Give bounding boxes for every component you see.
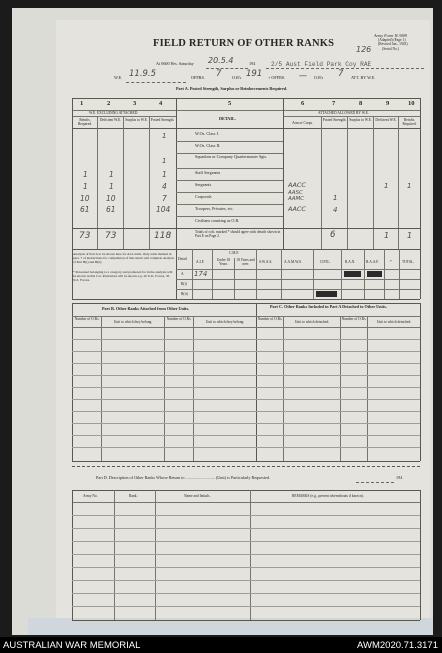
hand-entry: AACC — [288, 205, 306, 213]
rule — [72, 528, 420, 529]
rule — [283, 98, 284, 249]
row-sergeants: Sergeants — [195, 182, 212, 187]
hand-entry: 10 — [106, 194, 116, 203]
we-hand: 11.9.5 — [129, 69, 157, 79]
row-cqms: Squadron or Company Quartermaster Sgts. — [195, 154, 268, 159]
rule — [72, 363, 420, 364]
hand-entry: 10 — [80, 194, 90, 203]
part-d-col-name: Name and Initials. — [184, 494, 211, 498]
part-d-col-remarks: REMARKS (e.g., present whereabouts if known). — [292, 494, 364, 498]
att-label: ATT. BY W.E. — [351, 75, 376, 80]
part-d-title: Part D. Description of Other Ranks Whose Return to ............................ (Unit) is Particularly Requested. — [96, 475, 271, 480]
rule — [72, 399, 420, 400]
hdr-surplus: Surplus to W.E. — [125, 118, 148, 122]
col-number: 2 — [107, 100, 111, 107]
analysis-hdr-under18: Under 18 Years. — [216, 258, 231, 266]
rule — [72, 228, 420, 229]
analysis-hdr-aamws: A.A.M.W.S. — [284, 260, 302, 264]
rule — [72, 249, 73, 299]
hand-entry: AAMC — [288, 196, 305, 202]
rule — [101, 316, 102, 461]
hdr-reinfts: Reinfts. Required. — [77, 118, 93, 126]
hand-entry: 1 — [407, 182, 412, 190]
rule — [72, 593, 420, 594]
part-d-year: 194 — [396, 475, 403, 480]
rule — [313, 249, 314, 299]
row-corporals: Corporals — [195, 194, 212, 199]
part-b-col-num1: Number of O.Rs. — [74, 317, 100, 321]
analysis-hdr-cmf: C.M.F. — [229, 251, 239, 255]
rule — [176, 289, 420, 290]
part-d-date-line — [356, 482, 394, 483]
hand-entry: 1 — [83, 182, 88, 191]
archive-footer — [0, 637, 442, 653]
rule — [176, 216, 283, 217]
part-d-col-rank: Rank. — [129, 494, 138, 498]
rule — [321, 116, 322, 249]
rule — [72, 541, 420, 542]
hand-entry: 4 — [333, 206, 338, 214]
hand-entry: 1 — [83, 170, 88, 179]
hand-entry: 1 — [162, 170, 167, 179]
rule — [340, 316, 341, 461]
rule — [176, 204, 283, 205]
rule — [164, 316, 165, 461]
rule — [72, 411, 420, 412]
hand-entry: 73 — [105, 231, 117, 241]
year-suffix: 194 — [249, 61, 256, 66]
col-number: 10 — [408, 100, 415, 107]
col-number: 3 — [133, 100, 137, 107]
hdr-deficient: Deficient W.E. — [99, 118, 122, 122]
rule — [155, 490, 156, 620]
hdr-posted: Posted Strength. — [150, 118, 175, 122]
hand-entry: 1 — [109, 182, 114, 191]
rule — [72, 554, 420, 555]
analysis-hdr-aif: A.I.F. — [196, 260, 205, 264]
rule — [72, 490, 420, 491]
rule — [176, 192, 283, 193]
form-adapted: (Adapted) (Page 1) — [378, 38, 406, 42]
scanned-sheet — [12, 8, 433, 635]
rule — [176, 269, 420, 270]
col-number: 1 — [80, 100, 84, 107]
we-excluding-header: W.E. EXCLUDING ATTACHED. — [89, 110, 139, 115]
hand-entry: AACC — [288, 181, 306, 189]
rule — [72, 580, 420, 581]
serial-number-hand: 126 — [356, 45, 372, 54]
hand-entry: 6 — [330, 230, 336, 240]
rule — [149, 116, 150, 249]
rule — [72, 387, 420, 388]
rule — [367, 316, 368, 461]
we-label: W.E. — [114, 75, 123, 80]
analysis-hdr-civil: CIVIL. — [320, 260, 331, 264]
rule — [192, 249, 193, 299]
col-number: 4 — [159, 100, 163, 107]
part-a-title: Part A. Posted Strength, Surplus or Reinforcements Required. — [176, 86, 288, 91]
col-number: 8 — [359, 100, 363, 107]
analysis-row-a: A — [181, 272, 184, 276]
footer-accession: AWM2020.71.3171 — [357, 640, 438, 651]
part-b-title: Part B. Other Ranks Attached from Other Units. — [102, 306, 190, 311]
analysis-hdr-raaf: R.A.A.F. — [366, 260, 379, 264]
plus-offrs-label: + OFFRS. — [268, 75, 286, 80]
analysis-row-bii: B(ii) — [181, 292, 188, 296]
rule — [72, 620, 420, 621]
hand-entry: 1 — [162, 132, 167, 140]
rule — [420, 249, 421, 299]
rule — [72, 435, 420, 436]
rule — [193, 316, 194, 461]
row-wo-class1: W.Os. Class I. — [195, 131, 219, 136]
rule — [123, 116, 124, 249]
blacked-out-cell — [367, 271, 382, 277]
form-revised: (Revised Jan., 1943) — [378, 42, 408, 46]
part-c-col-num2: Number of O.Rs. — [341, 317, 367, 321]
analysis-detail-label: Detail — [178, 257, 187, 261]
rule — [72, 116, 176, 117]
row-staff-sergeants: Staff Sergeants — [195, 170, 221, 175]
field-return-form — [56, 20, 430, 621]
col-number: 7 — [332, 100, 336, 107]
analysis-hdr-swas: S.W.A.S. — [259, 260, 273, 264]
we-line — [126, 82, 186, 83]
col-numbers — [56, 101, 430, 109]
row-wo-class2: W.Os. Class II. — [195, 143, 221, 148]
rule — [72, 515, 420, 516]
hdr-reinfts-att: Reinfts. Required. — [402, 118, 417, 126]
rule — [347, 116, 348, 249]
rule — [176, 98, 177, 249]
rule — [72, 447, 420, 448]
analysis-aif-hand: 174 — [194, 270, 208, 278]
rule — [114, 490, 115, 620]
form-id: Army Form W.3009 — [374, 33, 407, 38]
ors-hand: 191 — [246, 69, 263, 79]
hand-entry: 1 — [384, 231, 390, 240]
hand-entry: 7 — [162, 194, 167, 203]
hand-entry: 1 — [407, 231, 413, 240]
rule — [72, 423, 420, 424]
hand-entry: 61 — [106, 205, 116, 214]
rule — [72, 339, 420, 340]
rule — [176, 279, 420, 280]
rule — [373, 116, 374, 249]
rule — [256, 249, 257, 299]
hand-entry: 1 — [384, 182, 389, 190]
rule — [72, 299, 420, 300]
detail-header: DETAIL. — [219, 116, 236, 121]
rule — [420, 490, 421, 620]
rule — [283, 316, 284, 461]
rule — [176, 180, 283, 181]
attached-header: ATTACHED ALLOWED BY W.E. — [318, 110, 369, 115]
rule — [212, 249, 213, 299]
hdr-arm: Arm or Corps. — [292, 121, 313, 125]
rule — [176, 141, 283, 142]
part-c-col-unit1: Unit to which detached. — [294, 320, 330, 324]
rule — [176, 249, 177, 299]
analysis-hdr-total: TOTAL. — [402, 260, 415, 264]
hand-entry: 4 — [162, 182, 167, 191]
rule — [384, 249, 385, 299]
rule — [398, 116, 399, 249]
rule — [72, 128, 420, 129]
part-b-col-unit2: Unit to which they belong. — [205, 320, 245, 324]
row-civilians: Civilians counting as O.R. — [195, 218, 240, 223]
rule — [72, 249, 420, 250]
hdr-posted-att: Posted Strength. — [322, 118, 347, 122]
rule — [72, 461, 420, 462]
rule — [250, 490, 251, 620]
ors-label: O.R's — [232, 75, 242, 80]
hand-entry: 118 — [154, 231, 172, 241]
analysis-note-2: * Personnel belonging to a category and promoted for in the analysis will be shown in this Col. Particulars will be shown e.g. 20 U.K. Forces, 30 N.Z. Forces. — [73, 270, 173, 283]
at-hours-label: At 0600 Hrs. Saturday — [156, 61, 194, 66]
rule — [399, 249, 400, 299]
hand-entry: 104 — [156, 205, 171, 214]
offrs-label: OFFRS. — [191, 75, 205, 80]
hdr-surplus-att: Surplus to W.E. — [349, 118, 372, 122]
part-b-col-unit1: Unit to which they belong. — [113, 320, 153, 324]
analysis-hdr-over18: 18 Years and over. — [236, 258, 255, 266]
date-hand: 20.5.4 — [208, 56, 234, 65]
rule — [72, 606, 420, 607]
analysis-notes — [73, 252, 175, 282]
hand-entry: AASC — [288, 190, 303, 196]
rule — [420, 98, 421, 249]
row-totals-note: Totals of cols. marked * should agree with details shown in Part E on Page 2. — [195, 230, 281, 239]
ors2-label: O.R's — [314, 75, 324, 80]
analysis-note-1: Analysis of Part A to be shown here for ALL units. Only units marked in para. 7 of instructions for compilation of this return will complete analysis of Part B(i) and B(ii). — [73, 252, 174, 265]
ors2-hand: 7 — [338, 69, 344, 79]
footer-institution: AUSTRALIAN WAR MEMORIAL — [3, 640, 141, 651]
part-b-col-num2: Number of O.Rs. — [166, 317, 192, 321]
part-d-col-armyno: Army No. — [83, 494, 98, 498]
unit-line — [266, 68, 424, 69]
rule — [364, 249, 365, 299]
rule — [72, 502, 420, 503]
blacked-out-cell — [316, 291, 337, 297]
analysis-hdr-star: * — [390, 260, 392, 264]
part-c-col-num1: Number of O.Rs. — [257, 317, 283, 321]
rule — [420, 303, 421, 461]
hand-entry: 73 — [79, 231, 91, 241]
col-number: 9 — [386, 100, 390, 107]
part-d-divider — [72, 466, 420, 467]
date-line — [206, 68, 248, 69]
blacked-out-cell — [344, 271, 361, 277]
plus-offrs-hand: — — [299, 71, 307, 80]
row-privates: Troopers, Privates, etc. — [195, 206, 234, 211]
rule — [72, 375, 420, 376]
form-serial: (Serial No.) — [382, 47, 399, 51]
hand-entry: 1 — [109, 170, 114, 179]
hand-entry: 1 — [333, 194, 338, 202]
rule — [281, 249, 282, 299]
analysis-hdr-ran: R.A.N. — [345, 260, 356, 264]
hdr-deficient-att: Deficient W.E. — [375, 118, 397, 122]
rule — [72, 351, 420, 352]
hand-entry: 61 — [80, 205, 90, 214]
rule — [97, 116, 98, 249]
col-number: 6 — [301, 100, 305, 107]
col-number: 5 — [228, 100, 232, 107]
unit-typed: 2/5 Aust Field Park Coy RAE — [271, 61, 372, 68]
hand-entry: 1 — [162, 157, 167, 165]
analysis-row-bi: B(i) — [181, 282, 187, 286]
rule — [176, 168, 283, 169]
rule — [72, 98, 73, 249]
rule — [283, 116, 420, 117]
part-c-col-unit2: Unit to which detached. — [376, 320, 412, 324]
rule — [72, 490, 73, 620]
rule — [341, 249, 342, 299]
part-c-title: Part C. Other Ranks Included in Part A Detached to Other Units. — [270, 304, 387, 309]
rule — [72, 98, 420, 99]
form-title: FIELD RETURN OF OTHER RANKS — [153, 38, 335, 49]
rule — [72, 567, 420, 568]
offrs-hand: 7 — [216, 69, 222, 79]
